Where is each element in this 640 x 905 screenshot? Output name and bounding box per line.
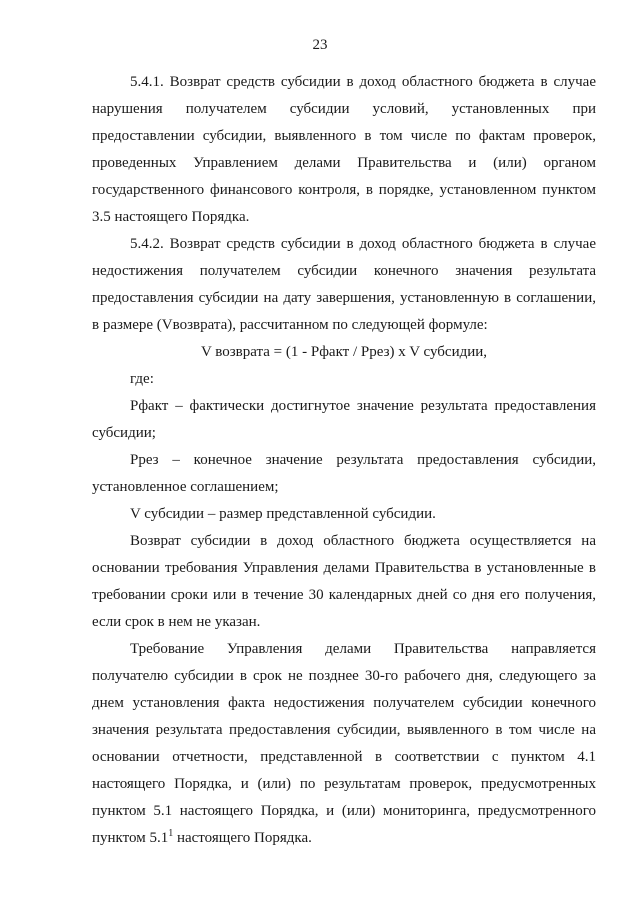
paragraph-requirement-tail: настоящего Порядка.: [173, 830, 312, 846]
paragraph-refund-terms: Возврат субсидии в доход областного бюджета осуществляется на основании требования Управления делами Правительства в установленные в требовании сроки или в течение 30 календарных дней со дня его получения, если срок в нем не указан.: [92, 533, 596, 630]
where-label: где:: [130, 371, 154, 387]
paragraph-5-4-1: 5.4.1. Возврат средств субсидии в доход областного бюджета в случае нарушения получателем субсидии условий, установленных при предоставлении субсидии, выявленного в том числе по фактам проверок, проведенных Управлением делами Правительства и (или) органом государственного финансового контроля, в порядке, установленном пунктом 3.5 настоящего Порядка.: [92, 74, 596, 225]
document-body: [92, 69, 596, 852]
definition-rfact: Рфакт – фактически достигнутое значение результата предоставления субсидии;: [92, 398, 596, 441]
superscript: 1: [168, 828, 174, 839]
formula: V возврата = (1 - Рфакт / Ррез) x V субсидии,: [200, 344, 488, 360]
definition-v-subsidy: V субсидии – размер представленной субсидии.: [130, 506, 436, 522]
page-number: 23: [312, 37, 328, 53]
paragraph-5-4-2: 5.4.2. Возврат средств субсидии в доход областного бюджета в случае недостижения получателем субсидии конечного значения результата предоставления субсидии на дату завершения, установленную в соглашении, в размере (Vвозврата), рассчитанном по следующей формуле:: [92, 236, 596, 333]
paragraph-requirement: [92, 636, 596, 852]
paragraph-requirement-text: Требование Управления делами Правительства направляется получателю субсидии в срок не позднее 30-го рабочего дня, следующего за днем установления факта недостижения получателем субсидии конечного значения результата предоставления субсидии, выявленного в том числе на основании отчетности, представленной в соответствии с пунктом 4.1 настоящего Порядка, и (или) по результатам проверок, предусмотренных пунктом 5.1 настоящего Порядка, и (или) мониторинга, предусмотренного пунктом 5.1: [92, 641, 596, 846]
definition-rrez: Ррез – конечное значение результата предоставления субсидии, установленное соглашением;: [92, 452, 596, 495]
